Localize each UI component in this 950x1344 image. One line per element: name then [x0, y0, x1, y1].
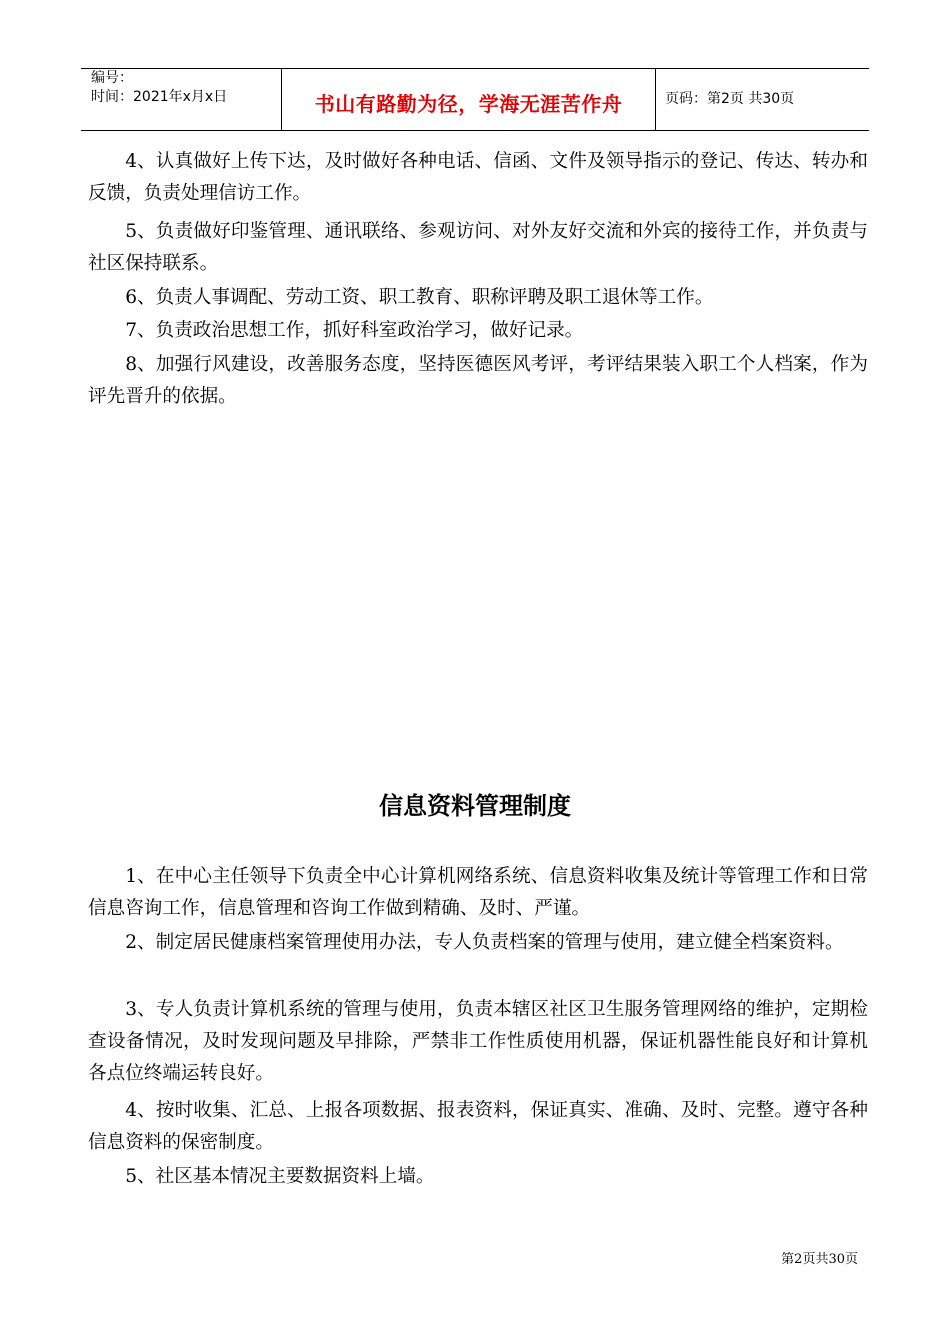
- document-date-label: 时间：2021年x月x日: [91, 89, 228, 105]
- header-meta-cell: [81, 69, 281, 130]
- section2-paragraph-1: 1、在中心主任领导下负责全中心计算机网络系统、信息资料收集及统计等管理工作和日常信息咨询工作，信息管理和咨询工作做到精确、及时、严谨。: [88, 866, 868, 919]
- page-footer-number: 第2页共30页: [781, 1252, 858, 1267]
- section1-paragraph-8: 8、加强行风建设，改善服务态度，坚持医德医风考评，考评结果装入职工个人档案，作为评先晋升的依据。: [88, 354, 868, 407]
- section2-paragraph-5: 5、社区基本情况主要数据资料上墙。: [125, 1166, 435, 1187]
- section-title: 信息资料管理制度: [379, 792, 571, 820]
- header-page-cell: [655, 69, 869, 130]
- header-motto: 书山有路勤为径，学海无涯苦作舟: [314, 92, 623, 116]
- header-motto-cell: [281, 69, 656, 130]
- header-page-number: 页码：第2页 共30页: [665, 91, 795, 107]
- section1-paragraph-6: 6、负责人事调配、劳动工资、职工教育、职称评聘及职工退休等工作。: [125, 287, 714, 308]
- section2-paragraph-2: 2、制定居民健康档案管理使用办法，专人负责档案的管理与使用，建立健全档案资料。: [125, 932, 844, 953]
- document-number-label: 编号：: [91, 70, 133, 86]
- page-header: [81, 68, 869, 131]
- section1-paragraph-7: 7、负责政治思想工作，抓好科室政治学习，做好记录。: [125, 320, 584, 341]
- section1-paragraph-4: 4、认真做好上传下达，及时做好各种电话、信函、文件及领导指示的登记、传达、转办和反馈，负责处理信访工作。: [88, 151, 868, 204]
- section1-paragraph-5: 5、负责做好印鉴管理、通讯联络、参观访问、对外友好交流和外宾的接待工作，并负责与社区保持联系。: [88, 221, 868, 274]
- section2-paragraph-3: 3、专人负责计算机系统的管理与使用，负责本辖区社区卫生服务管理网络的维护，定期检查设备情况，及时发现问题及早排除，严禁非工作性质使用机器，保证机器性能良好和计算机各点位终端运转良好。: [88, 999, 868, 1084]
- section2-paragraph-4: 4、按时收集、汇总、上报各项数据、报表资料，保证真实、准确、及时、完整。遵守各种信息资料的保密制度。: [88, 1100, 868, 1153]
